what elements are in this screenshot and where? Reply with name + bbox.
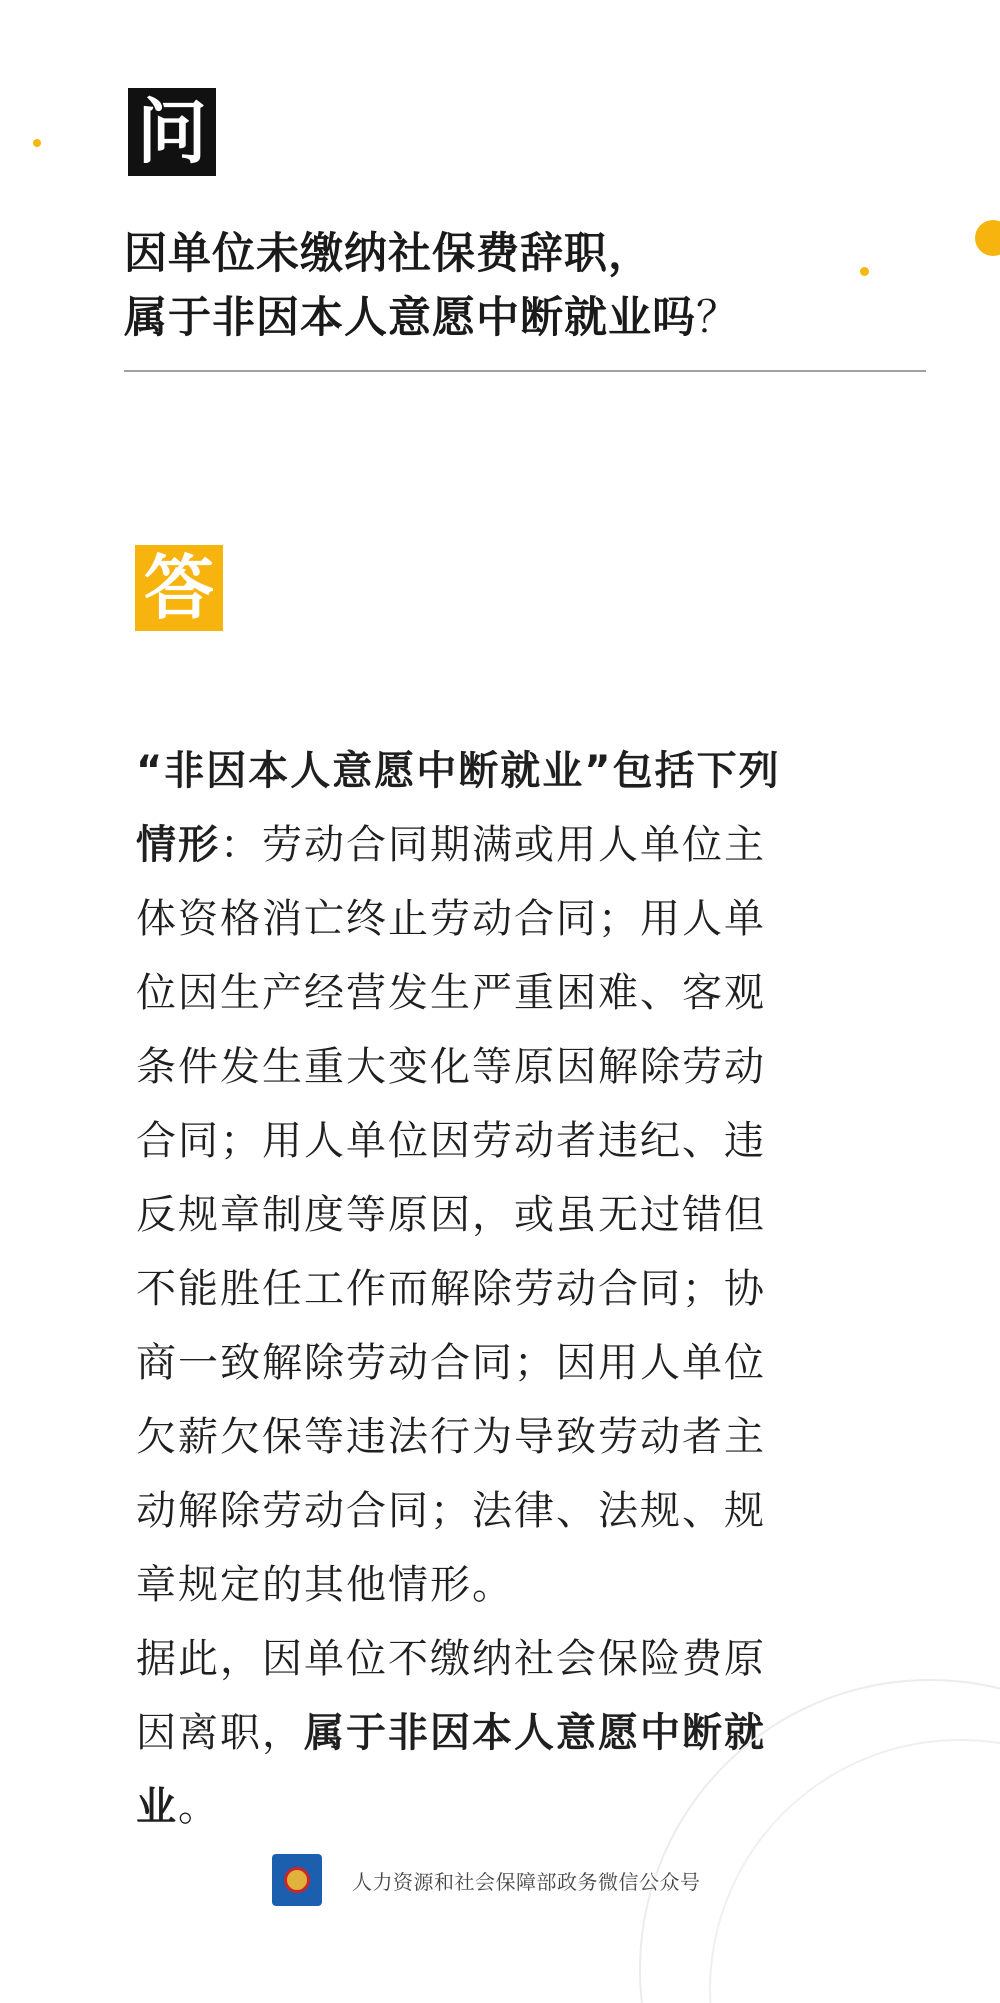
question-line-2-text: 属于非因本人意愿中断就业吗	[124, 293, 696, 343]
question-mark: ？	[696, 293, 740, 343]
divider	[124, 370, 926, 372]
ministry-emblem-icon	[272, 1854, 322, 1906]
answer-conclusion-end: 。	[178, 1784, 220, 1830]
decorative-dot	[975, 220, 1000, 256]
answer-conclusion-bold: 属于非因本人意愿中断就业	[136, 1710, 766, 1830]
question-title	[124, 222, 924, 350]
answer-definition-text: ：劳动合同期满或用人单位主体资格消亡终止劳动合同；用人单位因生产经营发生严重困难、客观条件发生重大变化等原因解除劳动合同；用人单位因劳动者违纪、违反规章制度等原因，或虽无过错但不能胜任工作而解除劳动合同；协商一致解除劳动合同；因用人单位欠薪欠保等违法行为导致劳动者主动解除劳动合同；法律、法规、规章规定的其他情形。	[136, 822, 766, 1608]
answer-badge: 答	[135, 545, 223, 631]
answer-definition-bold: “非因本人意愿中断就业”包括下列情形	[136, 748, 781, 868]
footer-source	[272, 1854, 701, 1906]
question-line-2	[124, 286, 924, 350]
decorative-dot	[33, 139, 41, 147]
answer-conclusion-text: 据此，因单位不缴纳社会保险费原因离职，	[136, 1636, 766, 1756]
answer-paragraph-1	[136, 734, 796, 1622]
question-badge: 问	[128, 88, 216, 176]
decorative-arcs	[600, 1640, 1000, 2003]
footer-text: 人力资源和社会保障部政务微信公众号	[352, 1869, 701, 1894]
question-line-1: 因单位未缴纳社保费辞职，	[124, 229, 652, 279]
emblem-seal	[284, 1867, 310, 1893]
